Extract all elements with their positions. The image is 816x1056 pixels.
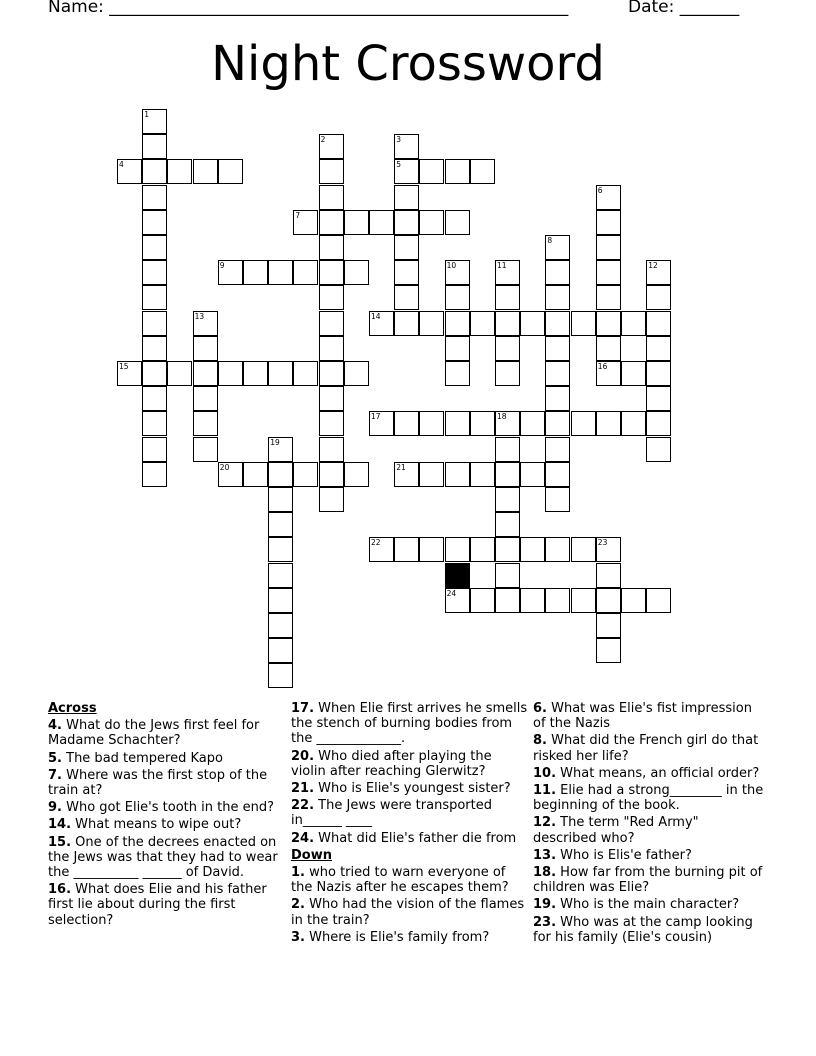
- grid-cell[interactable]: [646, 437, 671, 462]
- clue-number: 22: [371, 538, 381, 548]
- grid-cell[interactable]: [596, 613, 621, 638]
- grid-cell[interactable]: [419, 411, 444, 436]
- grid-cell[interactable]: [319, 185, 344, 210]
- grid-cell[interactable]: [646, 588, 671, 613]
- grid-cell[interactable]: [268, 260, 293, 285]
- clue-number: 21: [396, 462, 406, 472]
- grid-cell[interactable]: [621, 361, 646, 386]
- grid-cell[interactable]: [142, 134, 167, 159]
- grid-cell[interactable]: [218, 159, 243, 184]
- grid-cell[interactable]: [520, 462, 545, 487]
- grid-cell[interactable]: [394, 134, 419, 159]
- grid-cell[interactable]: [193, 361, 218, 386]
- grid-cell[interactable]: [142, 386, 167, 411]
- grid-cell[interactable]: [167, 159, 192, 184]
- grid-cell[interactable]: [193, 386, 218, 411]
- grid-cell[interactable]: [319, 361, 344, 386]
- clue-number: 8: [547, 236, 553, 245]
- grid-cell[interactable]: [394, 311, 419, 336]
- grid-cell[interactable]: [142, 260, 167, 285]
- clue-item: 1. who tried to warn everyone of the Nazis after he escapes them?: [291, 865, 509, 896]
- grid-cell[interactable]: [646, 386, 671, 411]
- grid-cell[interactable]: [545, 411, 570, 436]
- grid-cell[interactable]: [268, 638, 293, 663]
- clue-item: 21. Who is Elie's youngest sister?: [291, 781, 511, 797]
- down-header: Down: [291, 847, 332, 863]
- grid-cell[interactable]: [319, 462, 344, 487]
- clue-number: 12: [648, 261, 658, 271]
- clue-item: 16. What does Elie and his father first lie about during the first selection?: [48, 882, 267, 928]
- grid-cell[interactable]: [369, 210, 394, 235]
- clue-item: 10. What means, an official order?: [533, 765, 760, 781]
- grid-cell[interactable]: [142, 462, 167, 487]
- grid-cell[interactable]: [646, 361, 671, 386]
- grid-cell[interactable]: [193, 159, 218, 184]
- clue-item: 9. Who got Elie's tooth in the end?: [48, 800, 274, 816]
- grid-cell[interactable]: [445, 210, 470, 235]
- grid-cell[interactable]: [319, 235, 344, 260]
- clue-item: 5. The bad tempered Kapo: [48, 750, 223, 766]
- clue-item: 24. What did Elie's father die from: [291, 830, 517, 846]
- grid-cell[interactable]: [445, 260, 470, 285]
- clue-number: 19: [270, 437, 280, 447]
- grid-cell[interactable]: [495, 260, 520, 285]
- grid-cell[interactable]: [268, 663, 293, 688]
- clue-number: 14: [371, 311, 381, 321]
- grid-cell[interactable]: [470, 159, 495, 184]
- grid-cell[interactable]: [369, 311, 394, 336]
- grid-cell[interactable]: [394, 159, 419, 184]
- clue-number: 23: [597, 538, 608, 548]
- grid-cell[interactable]: [495, 537, 520, 562]
- grid-cell[interactable]: [117, 159, 142, 184]
- grid-cell[interactable]: [394, 285, 419, 310]
- across-header: Across: [48, 701, 97, 716]
- grid-cell[interactable]: [596, 588, 621, 613]
- clue-number: 6: [597, 185, 603, 195]
- grid-cell[interactable]: [142, 437, 167, 462]
- grid-cell[interactable]: [495, 361, 520, 386]
- grid-cell[interactable]: [268, 487, 293, 512]
- grid-cell[interactable]: [596, 210, 621, 235]
- grid-cell[interactable]: [319, 487, 344, 512]
- grid-cell[interactable]: [293, 462, 318, 487]
- grid-cell[interactable]: [470, 462, 495, 487]
- grid-cell[interactable]: [369, 411, 394, 436]
- grid-cell[interactable]: [520, 537, 545, 562]
- grid-cell[interactable]: [394, 235, 419, 260]
- grid-cell[interactable]: [646, 260, 671, 285]
- grid-cell[interactable]: [142, 285, 167, 310]
- grid-cell[interactable]: [319, 386, 344, 411]
- grid-cell[interactable]: [520, 588, 545, 613]
- clue-item: 4. What do the Jews first feel for Madame Schachter?: [48, 718, 260, 749]
- page-title: Night Crossword: [211, 36, 605, 92]
- grid-cell[interactable]: [545, 311, 570, 336]
- grid-cell[interactable]: [142, 235, 167, 260]
- clue-item: 17. When Elie first arrives he smells the stench of burning bodies from the _____________.: [291, 701, 528, 747]
- down-list-a: [291, 865, 529, 945]
- clue-item: 7. Where was the first stop of the train at?: [48, 767, 268, 799]
- grid-cell[interactable]: [470, 311, 495, 336]
- clue-number: 10: [446, 261, 457, 271]
- grid-cell[interactable]: [419, 462, 444, 487]
- clue-number: 1: [144, 110, 149, 119]
- clue-number: 16: [597, 362, 608, 371]
- grid-cell[interactable]: [596, 361, 621, 386]
- grid-cell[interactable]: [167, 361, 192, 386]
- grid-cell[interactable]: [545, 235, 570, 260]
- clue-number: 13: [194, 311, 205, 321]
- clue-item: 11. Elie had a strong________ in the beginning of the book.: [533, 783, 764, 814]
- clue-item: 13. Who is Elis'e father?: [533, 847, 692, 863]
- grid-cell[interactable]: [495, 437, 520, 462]
- clue-item: 14. What means to wipe out?: [48, 817, 242, 833]
- clue-item: 8. What did the French girl do that risked her life?: [533, 733, 759, 764]
- grid-cell[interactable]: [193, 437, 218, 462]
- clue-number: 24: [446, 588, 457, 598]
- grid-cell[interactable]: [646, 336, 671, 361]
- grid-cell[interactable]: [142, 336, 167, 361]
- grid-cell[interactable]: [596, 537, 621, 562]
- grid-cell[interactable]: [293, 210, 318, 235]
- down-list-b: [533, 701, 765, 945]
- clue-item: 23. Who was at the camp looking for his family (Elie's cousin): [533, 914, 753, 945]
- clue-number: 5: [396, 160, 401, 170]
- grid-cell[interactable]: [470, 411, 495, 436]
- grid-cell[interactable]: [470, 537, 495, 562]
- grid-cell[interactable]: [344, 462, 369, 487]
- grid-cell[interactable]: [268, 361, 293, 386]
- grid-cell[interactable]: [268, 462, 293, 487]
- grid-cell[interactable]: [445, 159, 470, 184]
- grid-cell[interactable]: [218, 260, 243, 285]
- grid-cell[interactable]: [495, 588, 520, 613]
- grid-cell[interactable]: [470, 588, 495, 613]
- grid-cell[interactable]: [344, 210, 369, 235]
- clue-item: 22. The Jews were transported in______ ____: [291, 798, 492, 829]
- clue-number: 18: [497, 412, 507, 422]
- grid-cell[interactable]: [596, 336, 621, 361]
- grid-cell[interactable]: [571, 588, 596, 613]
- grid-cell[interactable]: [319, 159, 344, 184]
- clue-column-2: [291, 701, 529, 947]
- grid-cell[interactable]: [445, 361, 470, 386]
- grid-cell[interactable]: [293, 260, 318, 285]
- grid-cell[interactable]: [445, 537, 470, 562]
- grid-cell[interactable]: [394, 462, 419, 487]
- grid-cell[interactable]: [545, 386, 570, 411]
- grid-cell[interactable]: [495, 512, 520, 537]
- grid-cell[interactable]: [419, 210, 444, 235]
- grid-cell[interactable]: [445, 411, 470, 436]
- grid-cell[interactable]: [495, 563, 520, 588]
- grid-cell[interactable]: [545, 462, 570, 487]
- grid-cell[interactable]: [596, 235, 621, 260]
- grid-cell[interactable]: [445, 311, 470, 336]
- grid-cell[interactable]: [319, 285, 344, 310]
- grid-cell[interactable]: [571, 311, 596, 336]
- clue-item: 12. The term "Red Army" described who?: [533, 815, 699, 846]
- grid-cell[interactable]: [394, 537, 419, 562]
- grid-cell[interactable]: [218, 462, 243, 487]
- across-list-b: [291, 701, 529, 846]
- grid-cell[interactable]: [243, 260, 268, 285]
- grid-cell[interactable]: [142, 361, 167, 386]
- clue-number: 11: [497, 261, 507, 271]
- grid-cell[interactable]: [646, 411, 671, 436]
- grid-cell[interactable]: [142, 185, 167, 210]
- grid-cell[interactable]: [319, 411, 344, 436]
- grid-cell[interactable]: [193, 336, 218, 361]
- grid-cell[interactable]: [268, 613, 293, 638]
- grid-cell[interactable]: [142, 311, 167, 336]
- clue-column-3: [533, 701, 765, 947]
- grid-cell[interactable]: [571, 537, 596, 562]
- grid-cell[interactable]: [394, 260, 419, 285]
- grid-cell[interactable]: [394, 210, 419, 235]
- grid-cell[interactable]: [596, 411, 621, 436]
- clue-column-1: [48, 701, 278, 930]
- clue-item: 19. Who is the main character?: [533, 897, 740, 913]
- grid-cell[interactable]: [445, 588, 470, 613]
- clue-item: 20. Who died after playing the violin after reaching Glerwitz?: [291, 748, 492, 779]
- grid-cell[interactable]: [319, 134, 344, 159]
- clue-item: 18. How far from the burning pit of children was Elie?: [533, 865, 763, 896]
- grid-cell[interactable]: [495, 285, 520, 310]
- grid-cell[interactable]: [369, 537, 394, 562]
- grid-cell[interactable]: [243, 462, 268, 487]
- grid-cell[interactable]: [646, 311, 671, 336]
- date-field[interactable]: Date: _______: [628, 0, 740, 17]
- grid-block: [445, 563, 470, 588]
- clue-number: 17: [371, 412, 381, 422]
- clue-item: 3. Where is Elie's family from?: [291, 929, 490, 945]
- grid-cell[interactable]: [319, 311, 344, 336]
- clue-number: 2: [320, 135, 326, 145]
- clue-number: 3: [396, 135, 401, 145]
- clue-item: 15. One of the decrees enacted on the Jews was that they had to wear the __________ ______ of David.: [48, 834, 278, 881]
- grid-cell[interactable]: [344, 260, 369, 285]
- grid-cell[interactable]: [142, 109, 167, 134]
- grid-cell[interactable]: [344, 361, 369, 386]
- grid-cell[interactable]: [621, 311, 646, 336]
- grid-cell[interactable]: [545, 588, 570, 613]
- grid-cell[interactable]: [218, 361, 243, 386]
- grid-cell[interactable]: [545, 437, 570, 462]
- grid-cell[interactable]: [142, 210, 167, 235]
- clue-number: 15: [119, 362, 129, 371]
- grid-cell[interactable]: [268, 437, 293, 462]
- grid-cell[interactable]: [319, 336, 344, 361]
- clue-number: 4: [119, 160, 124, 170]
- grid-cell[interactable]: [495, 336, 520, 361]
- grid-cell[interactable]: [621, 588, 646, 613]
- grid-cell[interactable]: [596, 185, 621, 210]
- grid-cell[interactable]: [495, 311, 520, 336]
- grid-cell[interactable]: [646, 285, 671, 310]
- grid-cell[interactable]: [495, 487, 520, 512]
- grid-cell[interactable]: [243, 361, 268, 386]
- grid-cell[interactable]: [596, 285, 621, 310]
- grid-cell[interactable]: [596, 638, 621, 663]
- grid-cell[interactable]: [268, 588, 293, 613]
- grid-cell[interactable]: [193, 311, 218, 336]
- grid-cell[interactable]: [419, 311, 444, 336]
- across-list-a: [48, 718, 278, 928]
- clue-item: 6. What was Elie's fist impression of the Nazis: [533, 701, 752, 732]
- name-field[interactable]: Name: ______________________________________________________: [48, 0, 569, 17]
- grid-cell[interactable]: [596, 311, 621, 336]
- grid-cell[interactable]: [596, 260, 621, 285]
- clue-number: 20: [219, 462, 230, 472]
- grid-cell[interactable]: [571, 411, 596, 436]
- grid-cell[interactable]: [319, 210, 344, 235]
- grid-cell[interactable]: [117, 361, 142, 386]
- grid-cell[interactable]: [445, 285, 470, 310]
- grid-cell[interactable]: [319, 260, 344, 285]
- grid-cell[interactable]: [193, 411, 218, 436]
- grid-cell[interactable]: [545, 487, 570, 512]
- grid-cell[interactable]: [268, 512, 293, 537]
- grid-cell[interactable]: [142, 159, 167, 184]
- clue-item: 2. Who had the vision of the flames in the train?: [291, 897, 525, 928]
- clue-number: 7: [295, 210, 301, 220]
- grid-cell[interactable]: [545, 361, 570, 386]
- grid-cell[interactable]: [268, 563, 293, 588]
- grid-cell[interactable]: [394, 411, 419, 436]
- grid-cell[interactable]: [545, 336, 570, 361]
- grid-cell[interactable]: [419, 537, 444, 562]
- grid-cell[interactable]: [495, 462, 520, 487]
- grid-cell[interactable]: [445, 336, 470, 361]
- clue-number: 9: [219, 261, 225, 271]
- grid-cell[interactable]: [394, 185, 419, 210]
- grid-cell[interactable]: [545, 260, 570, 285]
- grid-cell[interactable]: [545, 537, 570, 562]
- grid-cell[interactable]: [142, 411, 167, 436]
- grid-cell[interactable]: [495, 411, 520, 436]
- grid-cell[interactable]: [621, 411, 646, 436]
- grid-cell[interactable]: [445, 462, 470, 487]
- grid-cell[interactable]: [520, 311, 545, 336]
- grid-cell[interactable]: [520, 411, 545, 436]
- grid-cell[interactable]: [319, 437, 344, 462]
- grid-cell[interactable]: [293, 361, 318, 386]
- grid-cell[interactable]: [419, 159, 444, 184]
- grid-cell[interactable]: [545, 285, 570, 310]
- grid-cell[interactable]: [596, 563, 621, 588]
- grid-cell[interactable]: [268, 537, 293, 562]
